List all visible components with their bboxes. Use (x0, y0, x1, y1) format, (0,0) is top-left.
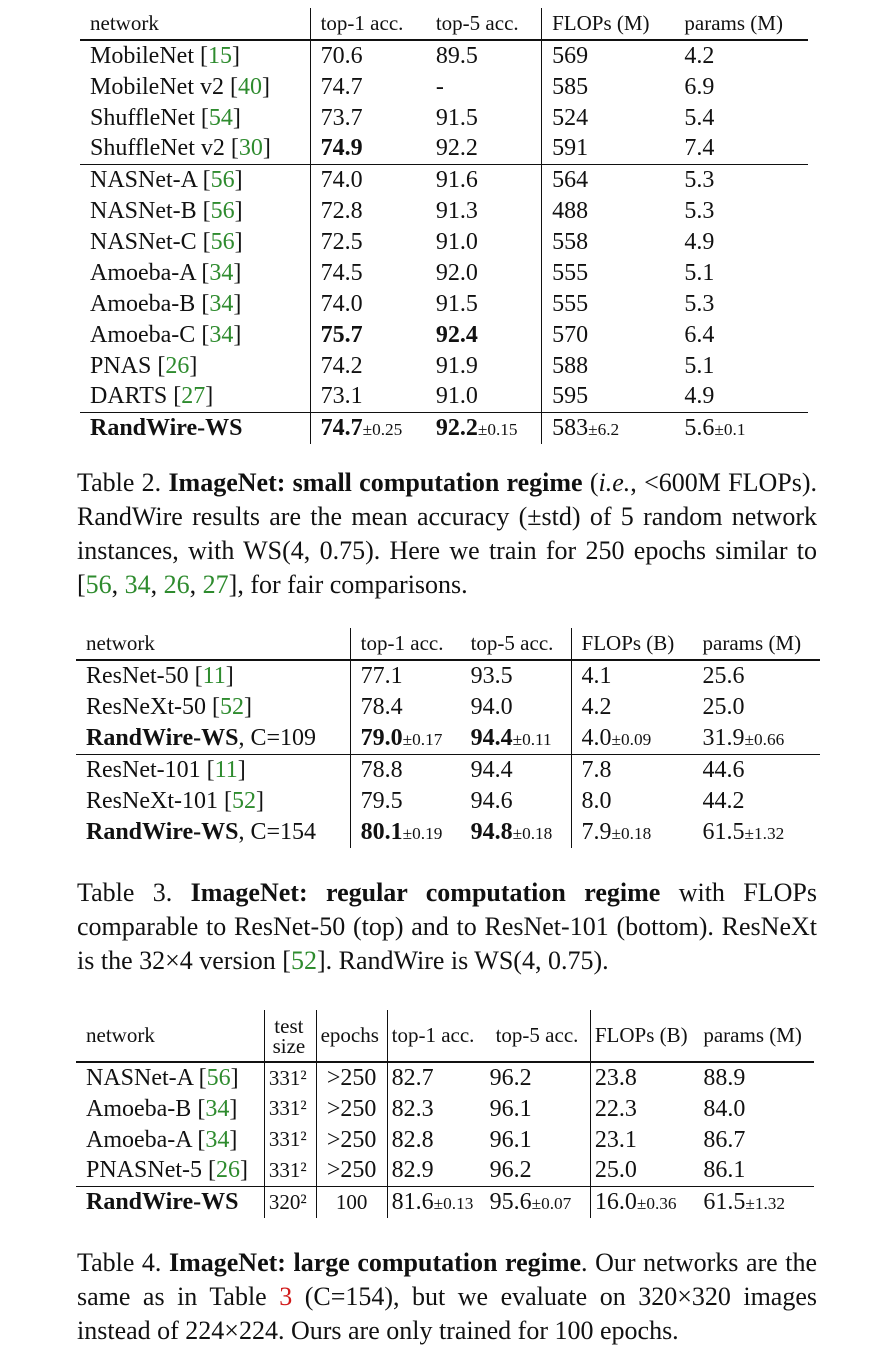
flops-value: 555 (542, 257, 675, 288)
network-name: MobileNet (90, 43, 194, 69)
citation-link[interactable]: 34 (205, 1126, 230, 1153)
network-cell: NASNet-A [56] (80, 164, 310, 195)
citation-link[interactable]: 34 (209, 321, 234, 348)
params-value: 6.9 (684, 73, 715, 100)
epochs-value: >250 (316, 1093, 387, 1124)
table-row (80, 164, 808, 195)
citation-link[interactable]: 15 (207, 43, 232, 69)
top5-value: 94.4 (470, 724, 513, 751)
params-value: 44.2 (702, 787, 745, 814)
params-cell (693, 722, 820, 754)
flops-value: 591 (542, 133, 675, 164)
caption-ie: i.e. (598, 468, 631, 497)
top1-value: 80.1 (360, 819, 403, 845)
table-row (80, 102, 808, 133)
top1-value: 81.6 (391, 1189, 434, 1216)
header-top5: top-5 acc. (435, 11, 519, 35)
network-name: NASNet-A (86, 1065, 193, 1091)
epochs-value: >250 (316, 1124, 387, 1155)
top1-value: 72.5 (310, 226, 426, 257)
table-2-header (80, 8, 808, 40)
table-row (76, 1062, 814, 1093)
table-row (80, 133, 808, 164)
params-std: ±0.66 (744, 729, 785, 749)
network-name: RandWire-WS (86, 724, 239, 751)
top5-value: 92.4 (435, 321, 478, 348)
table-row (80, 381, 808, 412)
params-value: 25.0 (702, 693, 745, 720)
top1-std: ±0.17 (402, 729, 443, 749)
params-value: 61.5 (702, 819, 745, 845)
top1-value: 73.7 (310, 102, 426, 133)
top5-value: 96.2 (486, 1062, 591, 1093)
flops-value: 4.2 (571, 691, 693, 722)
citation-link[interactable]: 11 (214, 756, 238, 783)
epochs: 100 (316, 1186, 387, 1218)
params-std: ±0.1 (714, 420, 746, 440)
header-epochs: epochs (316, 1010, 387, 1062)
top1-value: 79.0 (360, 724, 403, 751)
table-row (80, 71, 808, 102)
network-name: PNAS (90, 352, 152, 379)
network-cell: NASNet-B [56] (90, 197, 243, 224)
table-2-group-1 (80, 40, 808, 164)
params-cell (693, 816, 820, 848)
flops-std: ±0.18 (611, 824, 652, 843)
network-cell: Amoeba-B [34] (86, 1095, 238, 1122)
params-value: 84.0 (703, 1095, 746, 1122)
caption-bold: ImageNet: large computation regime (168, 1248, 582, 1277)
top1-value: 74.0 (310, 288, 426, 319)
table-4-body (76, 1062, 814, 1186)
table-row (76, 691, 820, 722)
top5-cell (461, 816, 571, 848)
network-name: ShuffleNet v2 (90, 135, 225, 162)
network-name: Amoeba-B (86, 1095, 192, 1122)
epochs-value: >250 (316, 1062, 387, 1093)
top1-value: 77.1 (350, 660, 460, 691)
caption-label: Table 2. (77, 468, 162, 497)
top5-value: 92.2 (435, 415, 478, 442)
params-value: 5.4 (684, 104, 715, 131)
caption-citation[interactable]: 27 (202, 570, 229, 599)
table-2-caption: Table 2. ImageNet: small computation regime (i.e., <600M FLOPs). RandWire results are the mean accuracy (±std) of 5 random network instances, with WS(4, 0.75). Here we train for 250 epochs similar to [56, 34, 26, 27], for fair comparisons. (77, 468, 817, 599)
header-params: params (M) (703, 1023, 802, 1047)
citation-link[interactable]: 26 (216, 1157, 241, 1184)
top1-std: ±0.19 (402, 824, 443, 843)
params-value: 5.3 (684, 197, 715, 224)
table-4 (76, 1010, 814, 1218)
flops-value: 588 (542, 350, 675, 381)
params-value: 86.7 (703, 1126, 746, 1153)
flops-value: 23.8 (590, 1062, 699, 1093)
header-top1: top-1 acc. (387, 1010, 485, 1062)
top1-value: 82.7 (387, 1062, 485, 1093)
network-name: ShuffleNet (90, 104, 195, 131)
caption-text: ]. RandWire is WS(4, 0.75). (316, 946, 609, 975)
top5-value: 91.5 (435, 104, 478, 131)
top5-value: - (435, 73, 444, 100)
table-row (80, 257, 808, 288)
params-value: 5.3 (684, 290, 715, 317)
top5-cell (486, 1186, 591, 1218)
top1-cell (310, 412, 426, 444)
header-flops: FLOPs (B) (590, 1010, 699, 1062)
flops-value: 524 (542, 102, 675, 133)
top1-value: 75.7 (310, 319, 426, 350)
top1-cell (350, 816, 460, 848)
table-row (80, 319, 808, 350)
top5-value: 89.5 (426, 40, 542, 71)
params-value: 5.1 (684, 352, 715, 379)
top5-value: 94.6 (470, 787, 513, 814)
params-value: 4.9 (684, 383, 715, 410)
top1-value: 82.8 (387, 1124, 485, 1155)
top1-std: ±0.25 (362, 420, 403, 440)
top1-value: 74.9 (310, 133, 426, 164)
params-std: ±1.32 (744, 824, 785, 843)
flops-cell (571, 816, 693, 848)
top5-value: 92.0 (435, 259, 478, 286)
flops-value: 7.8 (571, 754, 693, 785)
citation-link[interactable]: 52 (231, 787, 256, 814)
flops-value: 555 (542, 288, 675, 319)
flops-std: ±0.36 (636, 1194, 677, 1214)
citation-link[interactable]: 34 (209, 290, 234, 317)
citation-link[interactable]: 40 (237, 73, 262, 100)
params-value: 61.5 (703, 1189, 746, 1216)
table-3-header (76, 628, 820, 660)
table-row (80, 288, 808, 319)
header-flops: FLOPs (M) (542, 8, 675, 40)
size-value: 331² (264, 1124, 316, 1155)
top5-value: 91.0 (435, 228, 478, 255)
top5-value: 96.1 (489, 1095, 532, 1122)
flops-cell (571, 722, 693, 754)
params-value: 25.6 (693, 660, 820, 691)
network-name: ResNeXt-101 (86, 787, 218, 814)
caption-citation[interactable]: 34 (124, 570, 151, 599)
size-value: 331² (264, 1155, 316, 1186)
flops-value: 7.9 (581, 819, 612, 845)
flops-std: ±0.09 (611, 729, 652, 749)
top1-value: 72.8 (310, 195, 426, 226)
table-2-group-2 (80, 164, 808, 412)
network-name: Amoeba-C (90, 321, 196, 348)
caption-citation[interactable]: 26 (163, 570, 190, 599)
network-cell: ResNeXt-101 [52] (86, 787, 264, 814)
network-cell: ShuffleNet v2 [30] (90, 135, 271, 162)
network-cell: Amoeba-A [34] (86, 1126, 238, 1153)
flops-cell (542, 412, 675, 444)
flops-value: 16.0 (594, 1189, 637, 1216)
top5-value: 93.5 (461, 660, 571, 691)
top5-cell (426, 412, 542, 444)
table-row (80, 350, 808, 381)
header-params: params (M) (684, 11, 783, 35)
top5-value: 94.8 (470, 819, 513, 845)
header-network: network (90, 11, 159, 35)
network-name: RandWire-WS (80, 412, 310, 444)
top1-std: ±0.13 (433, 1194, 474, 1214)
top1-value: 74.7 (320, 415, 363, 442)
caption-bold: ImageNet: small computation regime (168, 468, 583, 497)
network-name: RandWire-WS (76, 1186, 264, 1218)
network-name: MobileNet v2 (90, 73, 224, 100)
top5-std: ±0.07 (531, 1194, 572, 1214)
caption-text: ( (582, 468, 599, 497)
caption-text: . Our networks are the same as in Table (77, 1248, 818, 1311)
network-suffix: , C=154 (238, 819, 317, 845)
flops-value: 4.1 (571, 660, 693, 691)
header-top1: top-1 acc. (310, 8, 426, 40)
top1-value: 74.7 (310, 71, 426, 102)
header-params: params (M) (702, 631, 802, 655)
caption-text: (C=154), but we evaluate on 320×320 images instead of 224×224. Ours are only trained for 100 epochs. (77, 1282, 817, 1345)
caption-citation[interactable]: 52 (290, 946, 317, 975)
table-3-group-1 (76, 660, 820, 722)
network-name: ResNeXt-50 (86, 693, 206, 720)
table-row-ours (80, 412, 808, 444)
top5-value: 96.1 (489, 1126, 532, 1153)
top1-value: 73.1 (310, 381, 426, 412)
table-row (80, 40, 808, 71)
header-network: network (86, 1023, 155, 1047)
flops-value: 564 (542, 164, 675, 195)
network-cell: Amoeba-A [34] (90, 259, 242, 286)
network-cell: MobileNet [15] (80, 40, 310, 71)
params-value: 4.2 (674, 40, 808, 71)
params-value: 31.9 (702, 724, 745, 751)
header-flops: FLOPs (B) (571, 628, 693, 660)
table-4-header (76, 1010, 814, 1062)
top5-value: 92.2 (435, 135, 478, 162)
header-top5: top-5 acc. (495, 1023, 579, 1047)
network-name: NASNet-B (90, 197, 197, 224)
top5-value: 91.5 (435, 290, 478, 317)
flops-value: 8.0 (571, 785, 693, 816)
table-row-ours (76, 722, 820, 754)
header-top5: top-5 acc. (470, 631, 554, 655)
table-row-ours (76, 816, 820, 848)
network-name: RandWire-WS (86, 819, 239, 845)
citation-link[interactable]: 34 (205, 1095, 230, 1122)
flops-value: 595 (542, 381, 675, 412)
citation-link[interactable]: 56 (210, 166, 235, 193)
top5-value: 91.6 (426, 164, 542, 195)
params-value: 44.6 (693, 754, 820, 785)
top1-value: 82.9 (387, 1155, 485, 1186)
flops-value: 4.0 (581, 724, 612, 751)
header-top1: top-1 acc. (350, 628, 460, 660)
caption-bold: ImageNet: regular computation regime (190, 878, 661, 907)
size-value: 331² (264, 1093, 316, 1124)
top5-value: 95.6 (489, 1189, 532, 1216)
caption-citation[interactable]: 56 (85, 570, 112, 599)
table-row (76, 785, 820, 816)
network-name: Amoeba-A (86, 1126, 192, 1153)
params-value: 86.1 (703, 1157, 746, 1184)
params-value: 88.9 (699, 1062, 814, 1093)
table-3-caption (77, 876, 817, 978)
citation-link[interactable]: 27 (181, 383, 206, 410)
flops-value: 22.3 (590, 1093, 699, 1124)
top5-value: 91.0 (435, 383, 478, 410)
params-cell (674, 412, 808, 444)
top1-cell (350, 722, 460, 754)
network-cell: PNAS [26] (90, 352, 198, 379)
header-network: network (86, 631, 155, 655)
caption-text: with FLOPs comparable to ResNet-50 (top) and to ResNet-101 (bottom). ResNeXt is the 32×4 version [ (77, 878, 817, 975)
network-cell: Amoeba-B [34] (90, 290, 242, 317)
table-row (76, 1155, 814, 1186)
top5-value: 91.9 (435, 352, 478, 379)
top1-value: 74.0 (310, 164, 426, 195)
params-value: 4.9 (684, 228, 715, 255)
top5-value: 94.4 (461, 754, 571, 785)
flops-value: 583 (552, 415, 589, 442)
citation-link[interactable]: 56 (210, 197, 235, 224)
table-3 (76, 628, 820, 848)
caption-text: ], for fair comparisons. (228, 570, 468, 599)
header-test-size-label: test size (272, 1013, 306, 1058)
top1-value: 74.5 (310, 257, 426, 288)
network-cell: PNASNet-5 [26] (86, 1157, 249, 1184)
flops-std: ±6.2 (588, 420, 620, 440)
top5-value: 94.0 (470, 693, 513, 720)
table-row (76, 660, 820, 691)
citation-link[interactable]: 54 (208, 104, 233, 131)
caption-table-ref[interactable]: 3 (279, 1282, 293, 1311)
params-value: 5.1 (684, 259, 715, 286)
params-std: ±1.32 (745, 1194, 786, 1214)
network-name: PNASNet-5 (86, 1157, 203, 1184)
top1-value: 79.5 (350, 785, 460, 816)
top1-value: 78.4 (350, 691, 460, 722)
citation-link[interactable]: 56 (210, 228, 235, 255)
network-name: Amoeba-A (90, 259, 196, 286)
top5-std: ±0.18 (512, 824, 553, 843)
table-row-ours (76, 1186, 814, 1218)
network-cell: Amoeba-C [34] (90, 321, 242, 348)
params-value: 5.3 (674, 164, 808, 195)
top5-std: ±0.15 (477, 420, 518, 440)
citation-link[interactable]: 26 (165, 352, 190, 379)
network-cell: ResNet-101 [11] (76, 754, 350, 785)
table-row (80, 226, 808, 257)
top1-value: 70.6 (310, 40, 426, 71)
table-row (76, 1124, 814, 1155)
flops-value: 569 (542, 40, 675, 71)
test-size: 320² (264, 1186, 316, 1218)
top5-value: 96.2 (489, 1157, 532, 1184)
flops-value: 25.0 (590, 1155, 699, 1186)
header-test-size (264, 1010, 316, 1062)
network-cell: MobileNet v2 [40] (90, 73, 270, 100)
network-name: Amoeba-B (90, 290, 196, 317)
table-2 (80, 8, 808, 444)
flops-value: 23.1 (590, 1124, 699, 1155)
caption-text: , <600M FLOPs). RandWire results are the mean accuracy (±std) of 5 random network instances, with WS(4, 0.75). Here we train for 250 epochs similar to [ (77, 468, 817, 599)
size-value: 331² (264, 1062, 316, 1093)
table-row (76, 1093, 814, 1124)
top1-value: 78.8 (350, 754, 460, 785)
network-name: NASNet-C (90, 228, 197, 255)
flops-value: 585 (542, 71, 675, 102)
network-cell: NASNet-A [56] (76, 1062, 264, 1093)
network-name: NASNet-A (90, 166, 197, 193)
network-cell: ResNet-50 [11] (76, 660, 350, 691)
network-name: ResNet-101 (86, 756, 201, 783)
citation-link[interactable]: 11 (202, 663, 226, 689)
top1-cell (387, 1186, 485, 1218)
table-3-group-2 (76, 754, 820, 816)
params-value: 5.6 (684, 415, 715, 442)
network-name: DARTS (90, 383, 168, 410)
table-row (80, 195, 808, 226)
params-value: 6.4 (684, 321, 715, 348)
flops-value: 558 (542, 226, 675, 257)
top5-value: 91.3 (435, 197, 478, 224)
flops-value: 570 (542, 319, 675, 350)
citation-link[interactable]: 30 (238, 135, 263, 162)
network-cell: ShuffleNet [54] (90, 104, 241, 131)
top1-value: 74.2 (310, 350, 426, 381)
params-cell (699, 1186, 814, 1218)
flops-cell (590, 1186, 699, 1218)
table-row (76, 754, 820, 785)
caption-label: Table 4. (77, 1248, 162, 1277)
network-name: ResNet-50 (86, 663, 189, 689)
table-4-caption (77, 1246, 817, 1348)
citation-link[interactable]: 56 (206, 1065, 231, 1091)
caption-label: Table 3. (77, 878, 173, 907)
citation-link[interactable]: 52 (219, 693, 244, 720)
network-cell (76, 816, 350, 848)
network-cell: ResNeXt-50 [52] (86, 693, 252, 720)
top1-value: 82.3 (387, 1093, 485, 1124)
epochs-value: >250 (316, 1155, 387, 1186)
top5-cell (461, 722, 571, 754)
top5-std: ±0.11 (512, 729, 552, 749)
network-cell (76, 722, 350, 754)
params-value: 7.4 (684, 135, 715, 162)
citation-link[interactable]: 34 (209, 259, 234, 286)
network-cell: DARTS [27] (90, 383, 214, 410)
flops-value: 488 (542, 195, 675, 226)
network-suffix: , C=109 (238, 724, 317, 751)
network-cell: NASNet-C [56] (90, 228, 243, 255)
